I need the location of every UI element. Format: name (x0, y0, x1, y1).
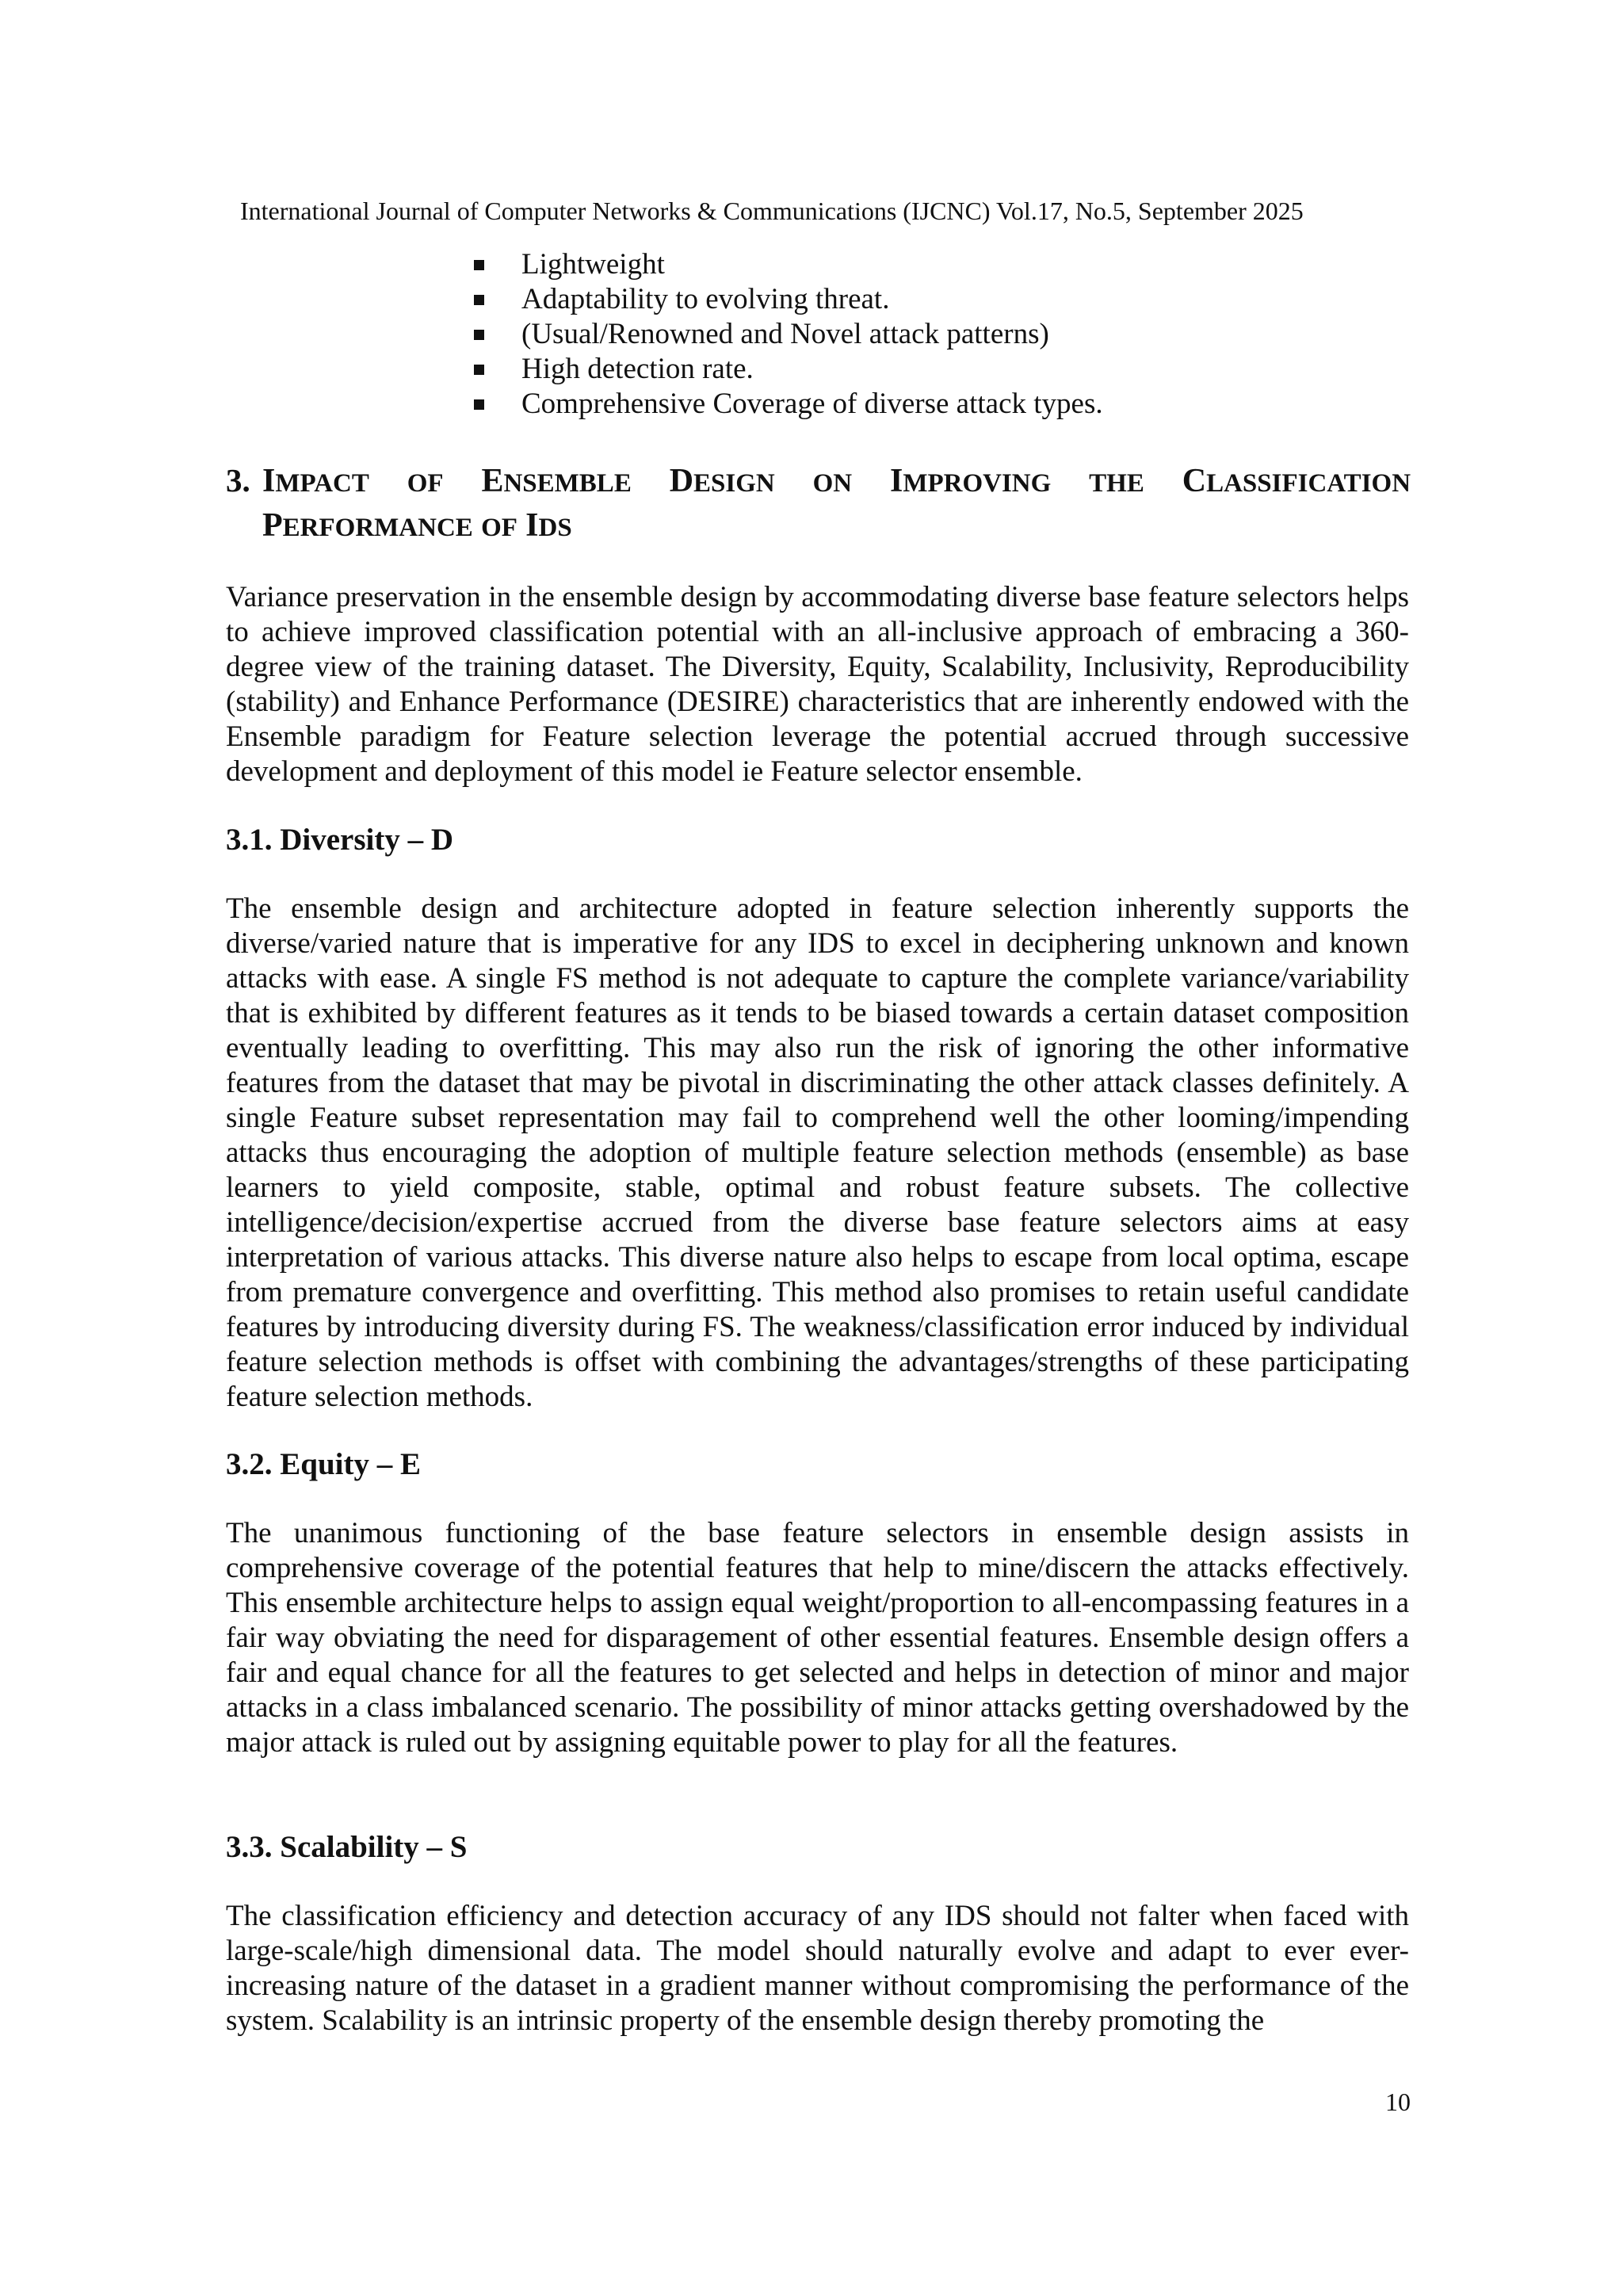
list-item-text: Adaptability to evolving threat. (521, 283, 890, 315)
feature-bullet-list (474, 247, 1346, 422)
list-item (474, 282, 1346, 317)
list-item (474, 352, 1346, 387)
section-title-line-1: IMPACT OF ENSEMBLE DESIGN ON IMPROVING THE CLASSIFICATION (262, 463, 1411, 499)
equity-paragraph: The unanimous functioning of the base feature selectors in ensemble design assists in comprehensive coverage of the potential features that help to mine/discern the attacks effectively. This ensemble architecture helps to assign equal weight/proportion to all-encompassing features in a fair way obviating the need for disparagement of other essential features. Ensemble design offers a fair and equal chance for all the features to get selected and helps in detection of minor and major attacks in a class imbalanced scenario. The possibility of minor attacks getting overshadowed by the major attack is ruled out by assigning equitable power to play for all the features. (226, 1517, 1409, 1759)
subsection-heading-diversity: 3.1. Diversity – D (226, 823, 454, 857)
scalability-paragraph: The classification efficiency and detection accuracy of any IDS should not falter when faced with large-scale/high dimensional data. The model should naturally evolve and adapt to ever ever-increasing nature of the dataset in a gradient manner without compromising the performance of the system. Scalability is an intrinsic property of the ensemble design thereby promoting the (226, 1900, 1409, 2037)
list-item (474, 317, 1346, 352)
square-bullet-icon (474, 399, 484, 410)
diversity-paragraph: The ensemble design and architecture adopted in feature selection inherently supports the diverse/varied nature that is imperative for any IDS to excel in deciphering unknown and known attacks with ease. A single FS method is not adequate to capture the complete variance/variability that is exhibited by different features as it tends to be biased towards a certain dataset composition eventually leading to overfitting. This may also run the risk of ignoring the other informative features from the dataset that may be pivotal in discriminating the other attack classes definitely. A single Feature subset representation may fail to comprehend well the other looming/impending attacks thus encouraging the adoption of multiple feature selection methods (ensemble) as base learners to yield composite, stable, optimal and robust feature subsets. The collective intelligence/decision/expertise accrued from the diverse base feature selectors aims at easy interpretation of various attacks. This diverse nature also helps to escape from local optima, escape from premature convergence and overfitting. This method also promises to retain useful candidate features by introducing diversity during FS. The weakness/classification error induced by individual feature selection methods is offset with combining the advantages/strengths of these participating feature selection methods. (226, 892, 1409, 1413)
list-item-text: (Usual/Renowned and Novel attack patterns) (521, 318, 1049, 350)
square-bullet-icon (474, 365, 484, 375)
page-number: 10 (1385, 2088, 1411, 2116)
list-item (474, 387, 1346, 422)
section-intro-paragraph: Variance preservation in the ensemble design by accommodating diverse base feature selectors helps to achieve improved classification potential with an all-inclusive approach of embracing a 360-degree view of the training dataset. The Diversity, Equity, Scalability, Inclusivity, Reproducibility (stability) and Enhance Performance (DESIRE) characteristics that are inherently endowed with the Ensemble paradigm for Feature selection leverage the potential accrued through successive development and deployment of this model ie Feature selector ensemble. (226, 581, 1409, 788)
list-item-text: High detection rate. (521, 353, 754, 385)
section-title-line-2: PERFORMANCE OF IDS (262, 507, 572, 544)
square-bullet-icon (474, 330, 484, 340)
list-item-text: Lightweight (521, 248, 665, 281)
square-bullet-icon (474, 295, 484, 305)
square-bullet-icon (474, 260, 484, 270)
list-item (474, 247, 1346, 282)
section-number: 3. (226, 462, 250, 499)
running-header: International Journal of Computer Networks & Communications (IJCNC) Vol.17, No.5, September 2025 (240, 197, 1304, 225)
subsection-heading-equity: 3.2. Equity – E (226, 1447, 421, 1481)
list-item-text: Comprehensive Coverage of diverse attack types. (521, 388, 1103, 420)
subsection-heading-scalability: 3.3. Scalability – S (226, 1830, 468, 1864)
